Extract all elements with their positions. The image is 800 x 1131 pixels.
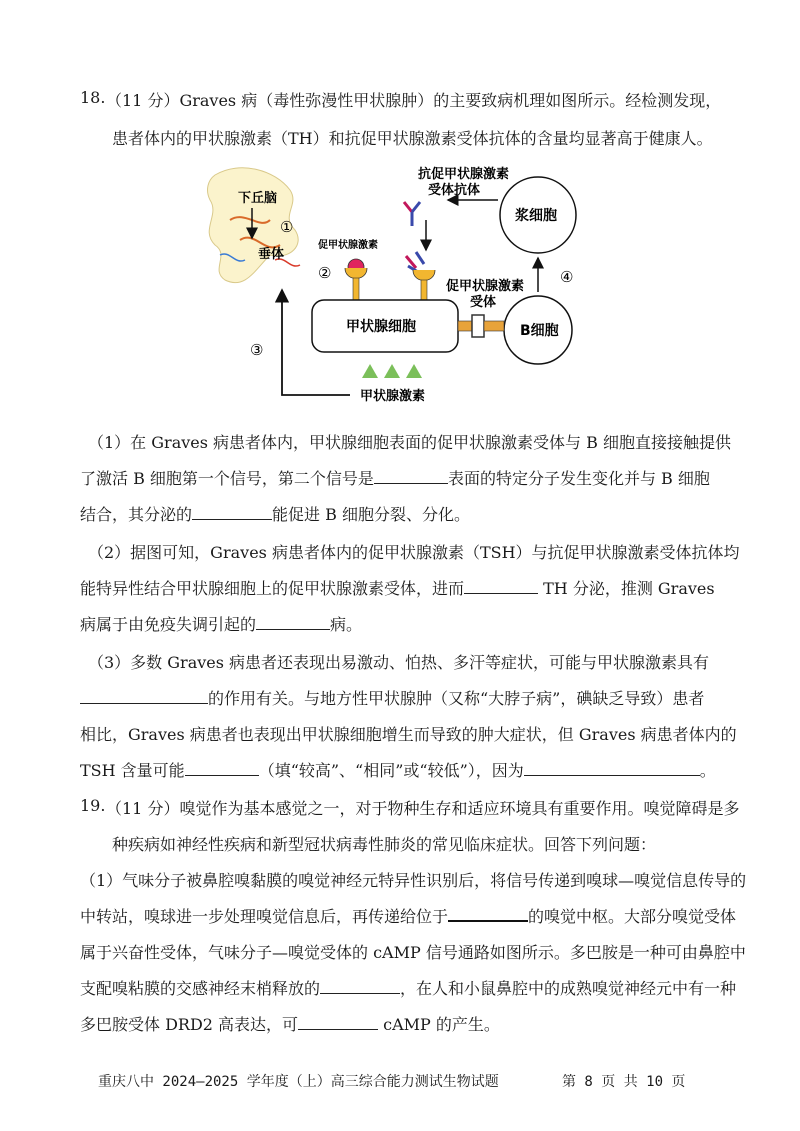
antibody-label-line1: 抗促甲状腺激素 xyxy=(418,167,510,182)
q19-p1-text5a: 多巴胺受体 DRD2 高表达，可 xyxy=(80,1015,299,1034)
q19-number: 19. xyxy=(80,796,106,815)
receptor-label-line1: 促甲状腺激素 xyxy=(446,279,525,294)
q18-number: 18. xyxy=(80,88,106,107)
q18-p1-text1: （1）在 Graves 病患者体内，甲状腺细胞表面的促甲状腺激素受体与 B 细胞直接接触提供 xyxy=(88,433,731,452)
q19-p1-text4b: ，在人和小鼠鼻腔中的成熟嗅觉神经元中有一种 xyxy=(400,979,737,998)
bound-antibody-icon xyxy=(406,252,424,272)
hypothalamus-label: 下丘脑 xyxy=(238,191,278,206)
footer-page-number: 第 8 页 共 10 页 xyxy=(562,1074,686,1090)
answer-blank[interactable] xyxy=(298,1015,378,1030)
q18-p3-text3: 相比，Graves 病患者也表现出甲状腺细胞增生而导致的肿大症状，但 Graves 病患者体内的 xyxy=(80,725,737,744)
q18-p3-text4a: TSH 含量可能 xyxy=(80,761,185,780)
q18-p1-text3b: 能促进 B 细胞分裂、分化。 xyxy=(272,505,470,524)
q19-p1-text5b: cAMP 的产生。 xyxy=(378,1015,500,1034)
answer-blank[interactable] xyxy=(524,761,700,776)
q18-p3-text4b: （填“较高”、“相同”或“较低”），因为 xyxy=(258,761,524,780)
antibody-icon xyxy=(404,202,420,226)
plasma-cell-label: 浆细胞 xyxy=(515,208,557,224)
q19-header-cont: 种疾病如神经性疾病和新型冠状病毒性肺炎的常见临床症状。回答下列问题： xyxy=(112,835,657,854)
answer-blank[interactable] xyxy=(320,979,400,994)
hormone-triangle xyxy=(406,364,422,378)
q18-p2-text3a: 病属于由免疫失调引起的 xyxy=(80,615,257,634)
step4-marker: ④ xyxy=(560,268,574,286)
answer-blank[interactable] xyxy=(448,906,528,922)
q19-header: （11 分）嗅觉作为基本感觉之一，对于物种生存和适应环境具有重要作用。嗅觉障碍是多 xyxy=(106,799,740,818)
step1-marker: ① xyxy=(280,218,294,236)
tsh-label: 促甲状腺激素 xyxy=(318,240,378,251)
graves-mechanism-diagram xyxy=(200,160,630,410)
q18-header: （11 分）Graves 病（毒性弥漫性甲状腺肿）的主要致病机理如图所示。经检测发现， xyxy=(106,91,722,110)
q19-p1-text4a: 支配嗅粘膜的交感神经末梢释放的 xyxy=(80,979,321,998)
answer-blank[interactable] xyxy=(185,761,259,776)
receptor-label-line2: 受体 xyxy=(470,295,497,310)
q18-p1-text2b: 表面的特定分子发生变化并与 B 细胞 xyxy=(447,469,710,488)
b-cell-label: B细胞 xyxy=(520,323,559,339)
step2-marker: ② xyxy=(318,264,332,282)
q18-header-cont: 患者体内的甲状腺激素（TH）和抗促甲状腺激素受体抗体的含量均显著高于健康人。 xyxy=(112,129,713,148)
q19-p1-text3: 属于兴奋性受体，气味分子—嗅觉受体的 cAMP 信号通路如图所示。多巴胺是一种可由鼻腔中 xyxy=(80,943,746,962)
answer-blank[interactable] xyxy=(374,469,448,484)
q18-p3-text4c: 。 xyxy=(699,761,716,780)
thyroid-cell-label: 甲状腺细胞 xyxy=(346,319,416,335)
q18-p2-text3b: 病。 xyxy=(330,615,363,634)
pituitary-label: 垂体 xyxy=(258,247,285,262)
q18-p3-text1: （3）多数 Graves 病患者还表现出易激动、怕热、多汗等症状，可能与甲状腺激素具有 xyxy=(88,653,710,672)
footer-exam-title: 重庆八中 2024—2025 学年度（上）高三综合能力测试生物试题 xyxy=(98,1074,499,1090)
step3-marker: ③ xyxy=(250,341,264,359)
q18-p1-text2a: 了激活 B 细胞第一个信号，第二个信号是 xyxy=(80,469,374,488)
q18-p1-text3a: 结合，其分泌的 xyxy=(80,505,193,524)
q19-p1-text2b: 的嗅觉中枢。大部分嗅觉受体 xyxy=(528,907,737,926)
q18-p2-text2b: TH 分泌，推测 Graves xyxy=(538,579,715,598)
th-label: 甲状腺激素 xyxy=(360,389,426,404)
q18-p2-text1: （2）据图可知，Graves 病患者体内的促甲状腺激素（TSH）与抗促甲状腺激素受体抗体均 xyxy=(88,543,740,562)
answer-blank[interactable] xyxy=(80,689,208,704)
q19-p1-text2a: 中转站，嗅球进一步处理嗅觉信息后，再传递给位于 xyxy=(80,907,449,926)
hormone-triangle xyxy=(362,364,378,378)
q18-p2-text2a: 能特异性结合甲状腺细胞上的促甲状腺激素受体，进而 xyxy=(80,579,465,598)
antibody-label-line2: 受体抗体 xyxy=(428,183,481,198)
q18-p3-text2b: 的作用有关。与地方性甲状腺肿（又称“大脖子病”，碘缺乏导致）患者 xyxy=(208,689,705,708)
q19-p1-text1: （1）气味分子被鼻腔嗅黏膜的嗅觉神经元特异性识别后，将信号传递到嗅球—嗅觉信息传导的 xyxy=(80,871,747,890)
hormone-triangle xyxy=(384,364,400,378)
answer-blank[interactable] xyxy=(256,615,330,630)
answer-blank[interactable] xyxy=(192,505,272,520)
answer-blank[interactable] xyxy=(464,579,538,594)
